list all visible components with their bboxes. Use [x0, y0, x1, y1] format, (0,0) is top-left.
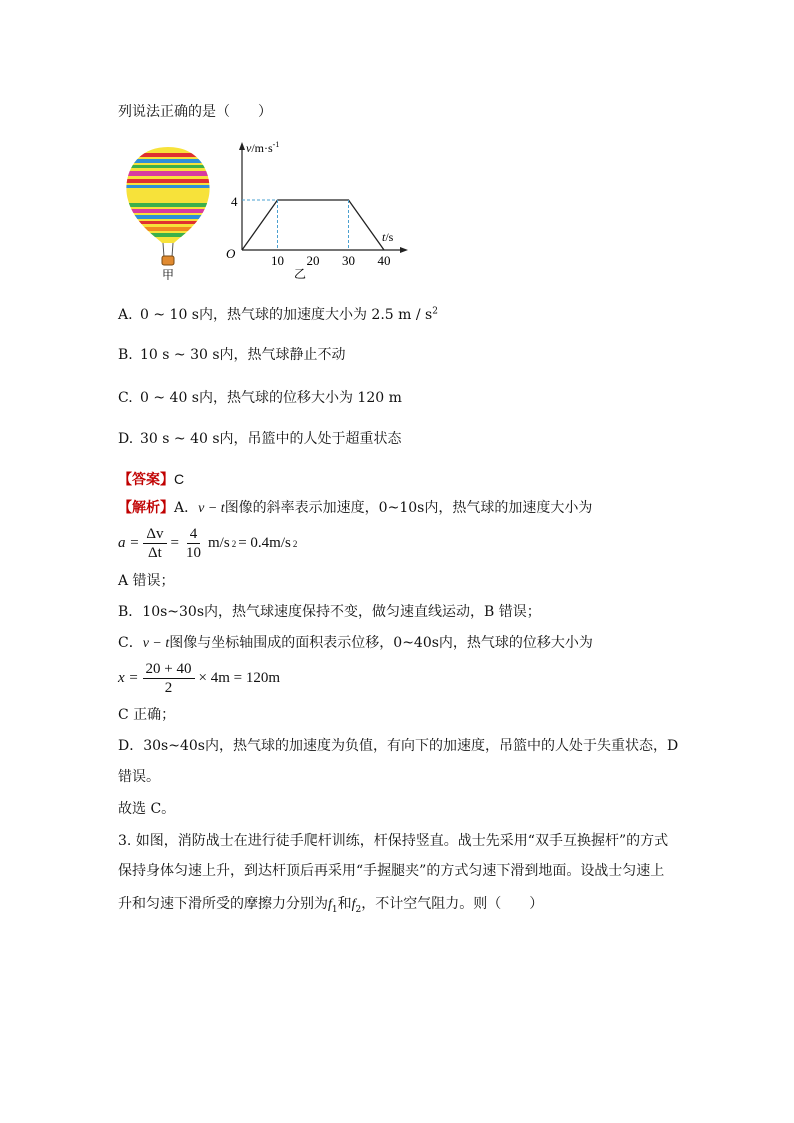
y-tick-label: 4 — [231, 194, 238, 209]
analysis-a: 【解析】A．v − t图像的斜率表示加速度，0~10s内，热气球的加速度大小为 — [118, 500, 593, 516]
question3-line1: 3. 如图，消防战士在进行徒手爬杆训练，杆保持竖直。战士先采用“双手互换握杆”的方式 — [118, 833, 669, 849]
graph-caption: 乙 — [293, 267, 307, 281]
question-tail: 列说法正确的是（ ） — [118, 104, 272, 120]
x-tick-label: 40 — [377, 253, 391, 268]
origin-label: O — [226, 246, 236, 261]
balloon-caption: 甲 — [161, 268, 175, 280]
formula-displacement: x = $\frac{20 + 40}{2}$ × 4m = 120m — [118, 661, 281, 696]
velocity-time-graph — [222, 138, 412, 283]
analysis-conclusion: 故选 C。 — [118, 801, 176, 817]
question3-line3: 升和匀速下滑所受的摩擦力分别为$f_1$和$f_2$，不计空气阻力。则（ ） — [118, 896, 544, 915]
guide-lines — [242, 200, 349, 250]
x-axis-arrow — [400, 247, 408, 253]
x-axis-label: t/s — [382, 230, 394, 244]
hot-air-balloon-illustration — [122, 145, 214, 280]
analysis-d-2: 错误。 — [118, 769, 160, 785]
analysis-c-right: C 正确； — [118, 707, 176, 723]
question3-line2: 保持身体匀速上升，到达杆顶后再采用“手握腿夹”的方式匀速下滑到地面。设战士匀速上 — [118, 863, 665, 879]
series-line — [242, 200, 384, 250]
answer-line: 【答案】C — [118, 471, 185, 488]
analysis-a-wrong: A 错误； — [118, 573, 175, 589]
data-points — [242, 200, 384, 250]
y-axis-label: $v/m\cdot s^{-1}$ — [246, 140, 280, 155]
y-axis-arrow — [239, 142, 245, 150]
formula-acceleration: a = $\frac{\Delta v}{\Delta t}$ = $\frac{4}{10}$ m/s 2 = 0.4m/s 2 — [118, 526, 298, 561]
analysis-b: B．10s~30s内，热气球速度保持不变，做匀速直线运动，B 错误； — [118, 604, 541, 620]
x-tick-label: 20 — [306, 253, 320, 268]
option-c: C. 0 ~ 40 s内，热气球的位移大小为 120 m — [118, 390, 402, 406]
analysis-c: C．v − t图像与坐标轴围成的面积表示位移，0~40s内，热气球的位移大小为 — [118, 635, 593, 651]
x-tick-label: 30 — [342, 253, 355, 268]
option-a: A. 0 ~ 10 s内，热气球的加速度大小为 2.5 m / $s^2$ — [118, 306, 438, 323]
x-tick-label: 10 — [271, 253, 284, 268]
x-tick-labels — [271, 253, 391, 268]
option-b: B. 10 s ~ 30 s内，热气球静止不动 — [118, 347, 346, 363]
option-d: D. 30 s ~ 40 s内，吊篮中的人处于超重状态 — [118, 431, 402, 447]
analysis-d-1: D．30s~40s内，热气球的加速度为负值，有向下的加速度，吊篮中的人处于失重状态，D — [118, 738, 679, 754]
